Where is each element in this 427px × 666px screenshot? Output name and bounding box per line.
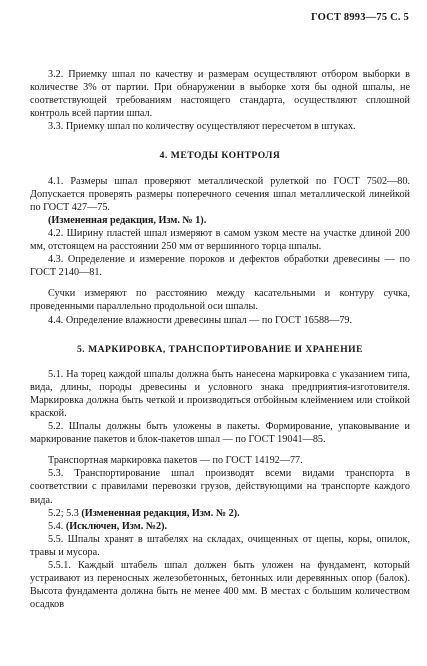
- amendment-note-4-1: (Измененная редакция, Изм. № 1).: [48, 214, 207, 226]
- paragraph-5-1: 5.1. На торец каждой шпалы должна быть нанесена маркировка с указанием типа, вида, длины, породы древесины и условного знака предприятия-изготовителя. Маркировка должна быть четкой и производиться отбойным клеймением или стойкой краской.: [30, 368, 410, 419]
- paragraph-5-2: 5.2. Шпалы должны быть уложены в пакеты. Формирование, упаковывание и маркирование пакетов и блок-пакетов шпал — по ГОСТ 19041—85.: [30, 421, 410, 446]
- page-header: ГОСТ 8993—75 С. 5: [310, 12, 409, 23]
- note-prefix: 5.2; 5.3: [48, 507, 79, 519]
- paragraph-5-5: 5.5. Шпалы хранят в штабелях на складах, очищенных от щепы, коры, опилок, травы и мусора.: [30, 533, 410, 558]
- excluded-note: (Исключен, Изм. №2).: [65, 520, 168, 532]
- paragraph-5-3: 5.3. Транспортирование шпал производят всеми видами транспорта в соответствии с правилами перевозки грузов, действующими на транспорте каждого вида.: [30, 468, 410, 506]
- paragraph-3-2: 3.2. Приемку шпал по качеству и размерам осуществляют отбором выборки в количестве 3% от партии. При обнаружении в выборке хотя бы одной шпалы, не соответствующей требованиям настоящего стандарта, осуществляют сплошной контроль всей партии шпал.: [30, 69, 410, 120]
- note-text: (Измененная редакция, Изм. № 2).: [81, 507, 240, 519]
- paragraph-4-4: 4.4. Определение влажности древесины шпал — по ГОСТ 16588—79.: [48, 314, 353, 326]
- section-5-heading: 5. МАРКИРОВКА, ТРАНСПОРТИРОВАНИЕ И ХРАНЕНИЕ: [76, 343, 364, 355]
- paragraph-4-3-knots: Сучки измеряют по расстоянию между касательными и контуру сучка, проведенными параллельно продольной оси шпалы.: [30, 288, 410, 313]
- paragraph-3-3: 3.3. Приемку шпал по количеству осуществляют пересчетом в штуках.: [48, 121, 356, 133]
- paragraph-4-1: 4.1. Размеры шпал проверяют металлической рулеткой по ГОСТ 7502—80. Допускается проверять размеры поперечного сечения шпал металлической линейкой по ГОСТ 427—75.: [30, 175, 410, 213]
- paragraph-5-2-transport-marking: Транспортная маркировка пакетов — по ГОСТ 14192—77.: [48, 455, 303, 467]
- paragraph-4-2: 4.2. Ширину пластей шпал измеряют в самом узком месте на участке длиной 200 мм, отстоящем на расстоянии 250 мм от вершинного торца шпалы.: [30, 227, 410, 253]
- section-4-heading: 4. МЕТОДЫ КОНТРОЛЯ: [159, 150, 281, 162]
- paragraph-5-4: [30, 520, 410, 533]
- paragraph-4-3: 4.3. Определение и измерение пороков и дефектов обработки древесины — по ГОСТ 2140—81.: [30, 254, 410, 279]
- amendment-note-5-2-5-3: [30, 507, 410, 520]
- paragraph-5-5-1: 5.5.1. Каждый штабель шпал должен быть уложен на фундамент, который устраивают из переносных железобетонных, бетонных или деревянных опор (балок). Высота фундамента должна быть не менее 400 мм. В местах с большим количеством осадков: [30, 560, 410, 611]
- clause-number: 5.4.: [48, 520, 64, 532]
- document-body: [30, 68, 410, 611]
